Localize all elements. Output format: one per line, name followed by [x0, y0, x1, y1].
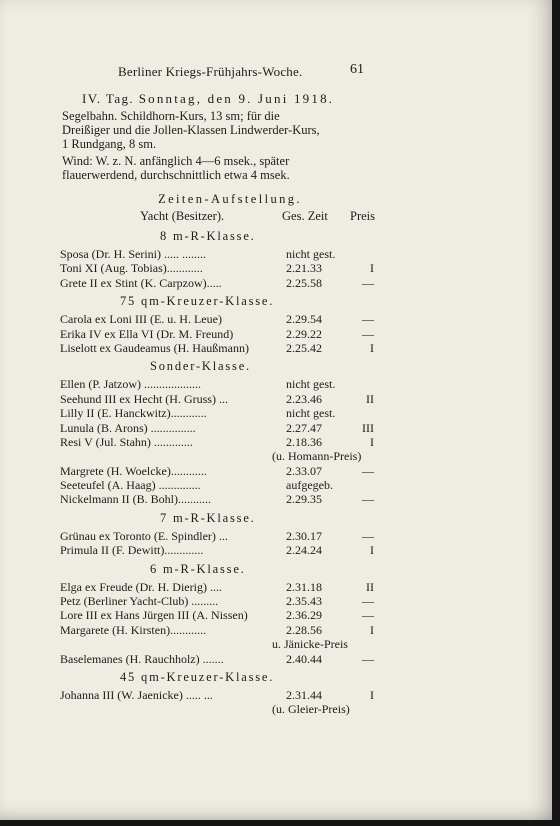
- course-paragraph: [60, 109, 380, 151]
- prize-rank: I: [370, 622, 374, 637]
- elapsed-time: aufgegeb.: [286, 478, 333, 493]
- elapsed-time: 2.25.58: [286, 275, 322, 290]
- course-line: Segelbahn. Schildhorn-Kurs, 13 sm; für die: [62, 109, 280, 123]
- result-row: [60, 261, 380, 275]
- section-title: Zeiten-Aufstellung.: [158, 192, 302, 206]
- elapsed-time: 2.31.18: [286, 579, 322, 594]
- yacht-name: Toni XI (Aug. Tobias)............: [60, 261, 203, 276]
- page-content: [60, 60, 380, 717]
- yacht-name: Lore III ex Hans Jürgen III (A. Nissen): [60, 608, 248, 623]
- class-heading: 8 m-R-Klasse.: [160, 229, 256, 243]
- yacht-name: Sposa (Dr. H. Serini) ..... ........: [60, 247, 206, 261]
- elapsed-time: 2.29.54: [286, 312, 322, 327]
- prize-rank: —: [362, 326, 374, 341]
- class-heading: 6 m-R-Klasse.: [150, 561, 246, 576]
- yacht-name: Petz (Berliner Yacht-Club) .........: [60, 594, 219, 609]
- yacht-name: Carola ex Loni III (E. u. H. Leue): [60, 312, 222, 327]
- prize-note-row: [60, 637, 380, 651]
- result-row: [60, 594, 380, 608]
- elapsed-time: 2.23.46: [286, 391, 322, 406]
- result-row: [60, 421, 380, 435]
- result-row: [60, 688, 380, 702]
- wind-paragraph: [60, 154, 380, 182]
- yacht-name: Primula II (F. Dewitt).............: [60, 543, 204, 558]
- result-row: [60, 478, 380, 492]
- results-list: [60, 229, 380, 717]
- elapsed-time: 2.18.36: [286, 434, 322, 449]
- elapsed-time: 2.27.47: [286, 420, 322, 435]
- elapsed-time: 2.25.42: [286, 340, 322, 355]
- result-row: [60, 580, 380, 594]
- prize-note: u. Jänicke-Preis: [272, 637, 348, 652]
- day-date: Sonntag, den 9. Juni 1918.: [138, 91, 335, 106]
- prize-rank: I: [370, 434, 374, 449]
- result-row: [60, 276, 380, 290]
- prize-rank: —: [362, 528, 374, 543]
- result-row: [60, 341, 380, 355]
- class-heading: 75 qm-Kreuzer-Klasse.: [120, 294, 275, 309]
- day-label: IV. Tag.: [82, 91, 135, 106]
- result-row: [60, 377, 380, 391]
- wind-line: flauerwerdend, durchschnittlich etwa 4 msek.: [62, 168, 290, 182]
- prize-note: (u. Gleier-Preis): [272, 702, 350, 717]
- running-head: [60, 60, 380, 84]
- prize-note: (u. Homann-Preis): [272, 449, 362, 464]
- class-heading: 45 qm-Kreuzer-Klasse.: [120, 669, 275, 684]
- result-row: [60, 247, 380, 261]
- result-row: [60, 492, 380, 506]
- yacht-name: Margarete (H. Kirsten)............: [60, 622, 207, 637]
- class-heading: 7 m-R-Klasse.: [160, 510, 256, 525]
- result-row: [60, 406, 380, 420]
- result-row: [60, 529, 380, 543]
- prize-rank: —: [362, 312, 374, 327]
- result-row: [60, 652, 380, 666]
- yacht-name: Lilly II (E. Hanckwitz)............: [60, 406, 207, 421]
- elapsed-time: 2.29.35: [286, 492, 322, 507]
- elapsed-time: 2.33.07: [286, 463, 322, 478]
- result-row: [60, 392, 380, 406]
- yacht-name: Margrete (H. Woelcke)............: [60, 463, 207, 478]
- elapsed-time: 2.30.17: [286, 528, 322, 543]
- elapsed-time: nicht gest.: [286, 377, 336, 392]
- yacht-name: Baselemanes (H. Rauchholz) .......: [60, 651, 224, 666]
- yacht-name: Johanna III (W. Jaenicke) ..... ...: [60, 687, 213, 702]
- elapsed-time: nicht gest.: [286, 406, 336, 421]
- elapsed-time: 2.31.44: [286, 687, 322, 702]
- prize-rank: I: [370, 261, 374, 276]
- page-number: 61: [350, 62, 364, 77]
- result-row: [60, 623, 380, 637]
- elapsed-time: 2.24.24: [286, 543, 322, 558]
- prize-rank: —: [362, 608, 374, 623]
- yacht-name: Erika IV ex Ella VI (Dr. M. Freund): [60, 326, 234, 341]
- running-title: Berliner Kriegs-Frühjahrs-Woche.: [118, 64, 303, 79]
- yacht-name: Nickelmann II (B. Bohl)...........: [60, 492, 211, 507]
- prize-note-row: [60, 702, 380, 716]
- yacht-name: Seeteufel (A. Haag) ..............: [60, 478, 201, 493]
- column-header-prize: Preis: [350, 209, 375, 223]
- elapsed-time: 2.28.56: [286, 622, 322, 637]
- elapsed-time: 2.35.43: [286, 594, 322, 609]
- day-heading: [82, 92, 380, 106]
- result-row: [60, 608, 380, 622]
- wind-line: Wind: W. z. N. anfänglich 4—6 msek., später: [62, 154, 290, 168]
- yacht-name: Grünau ex Toronto (E. Spindler) ...: [60, 528, 228, 543]
- class-heading: Sonder-Klasse.: [150, 359, 251, 374]
- elapsed-time: 2.21.33: [286, 261, 322, 276]
- column-header-time: Ges. Zeit: [282, 209, 328, 223]
- yacht-name: Lunula (B. Arons) ...............: [60, 420, 196, 435]
- result-row: [60, 464, 380, 478]
- prize-note-row: [60, 449, 380, 463]
- prize-rank: II: [366, 579, 374, 594]
- elapsed-time: nicht gest.: [286, 247, 336, 261]
- elapsed-time: 2.40.44: [286, 651, 322, 666]
- prize-rank: —: [362, 594, 374, 609]
- prize-rank: —: [362, 275, 374, 290]
- prize-rank: —: [362, 463, 374, 478]
- column-headers: [60, 209, 380, 225]
- yacht-name: Ellen (P. Jatzow) ...................: [60, 377, 201, 392]
- elapsed-time: 2.29.22: [286, 326, 322, 341]
- elapsed-time: 2.36.29: [286, 608, 322, 623]
- result-row: [60, 312, 380, 326]
- course-line: 1 Rundgang, 8 sm.: [62, 137, 157, 151]
- result-row: [60, 327, 380, 341]
- yacht-name: Elga ex Freude (Dr. H. Dierig) ....: [60, 579, 222, 594]
- result-row: [60, 543, 380, 557]
- prize-rank: II: [366, 391, 374, 406]
- prize-rank: I: [370, 340, 374, 355]
- result-row: [60, 435, 380, 449]
- prize-rank: I: [370, 687, 374, 702]
- course-line: Dreißiger und die Jollen-Klassen Lindwerder-Kurs,: [62, 123, 320, 137]
- yacht-name: Resi V (Jul. Stahn) .............: [60, 434, 193, 449]
- yacht-name: Liselott ex Gaudeamus (H. Haußmann): [60, 340, 249, 355]
- prize-rank: —: [362, 651, 374, 666]
- prize-rank: III: [362, 420, 374, 435]
- yacht-name: Grete II ex Stint (K. Carpzow).....: [60, 275, 222, 290]
- prize-rank: I: [370, 543, 374, 558]
- yacht-name: Seehund III ex Hecht (H. Gruss) ...: [60, 391, 228, 406]
- column-header-yacht: Yacht (Besitzer).: [140, 209, 225, 223]
- prize-rank: —: [362, 492, 374, 507]
